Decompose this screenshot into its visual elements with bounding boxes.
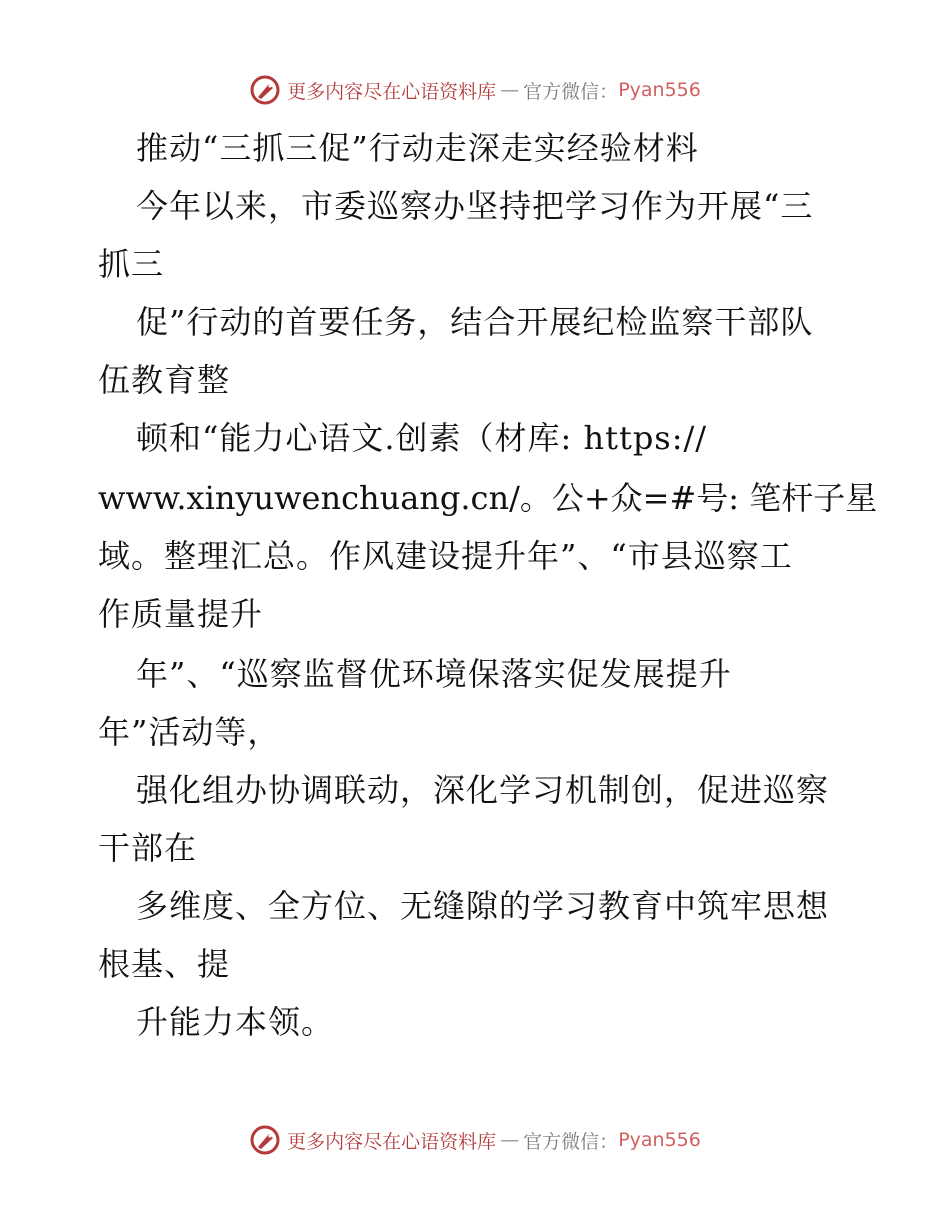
paragraph-line: 域。整理汇总。作风建设提升年”、“市县巡察工 (98, 537, 793, 575)
footer-wechat-account: Pyan556 (618, 1129, 701, 1151)
paragraph-line: 顿和“能力心语文.创素（材库: https:// (136, 419, 708, 457)
paragraph-line: 干部在 (98, 829, 198, 867)
header-dash: — (500, 79, 520, 101)
paragraph-line: 年”活动等， (98, 713, 281, 751)
footer-slogan: 更多内容尽在心语资料库 (287, 1130, 497, 1153)
footer-wechat-label: 官方微信： (523, 1130, 619, 1153)
paragraph-line: 今年以来，市委巡察办坚持把学习作为开展“三 (136, 187, 814, 225)
paragraph-line: 多维度、全方位、无缝隙的学习教育中筑牢思想 (136, 887, 830, 925)
paragraph-line: 根基、提 (98, 945, 231, 983)
pen-nib-logo-icon (249, 1124, 281, 1156)
paragraph-line: 年”、“巡察监督优环境保落实促发展提升 (136, 655, 732, 693)
paragraph-line: 作质量提升 (98, 595, 264, 633)
document-title: 推动“三抓三促”行动走深走实经验材料 (136, 129, 699, 167)
paragraph-line: 伍教育整 (98, 361, 231, 399)
paragraph-line: www.xinyuwenchuang.cn/。公+众=#号: 笔杆子星 (98, 479, 878, 517)
header-wechat-account: Pyan556 (618, 79, 701, 101)
footer-dash: — (500, 1129, 520, 1151)
header-slogan: 更多内容尽在心语资料库 (287, 80, 497, 103)
paragraph-line: 抓三 (98, 245, 165, 283)
header-wechat-label: 官方微信： (523, 80, 619, 103)
paragraph-line: 促”行动的首要任务，结合开展纪检监察干部队 (136, 303, 814, 341)
footer-watermark (0, 1120, 950, 1160)
paragraph-line: 升能力本领。 (136, 1003, 335, 1041)
paragraph-line: 强化组办协调联动，深化学习机制创，促进巡察 (136, 771, 830, 809)
